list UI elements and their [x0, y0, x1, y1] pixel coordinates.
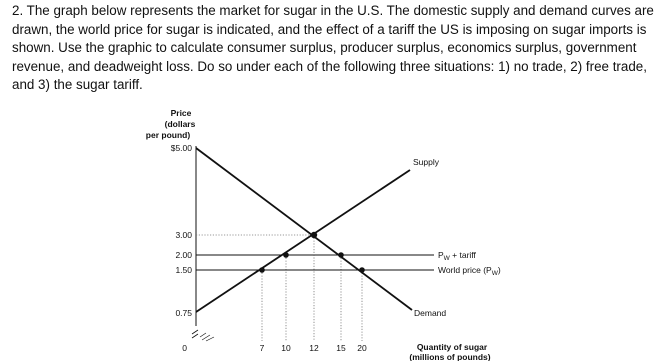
y-tick-label: 2.00 [175, 250, 192, 260]
demand-curve [196, 148, 412, 310]
y-axis-label-line-3: per pound) [145, 130, 191, 140]
axis-break-icon [192, 330, 214, 341]
x-tick-label: 10 [281, 343, 291, 353]
supply-curve [196, 170, 410, 312]
y-tick-label: 1.50 [175, 265, 192, 275]
equilibrium-point [311, 232, 317, 238]
x-axis-label-line-2: (millions of pounds) [409, 352, 491, 361]
point-demand-tariff [338, 252, 344, 258]
point-supply-world [259, 267, 265, 273]
supply-label: Supply [413, 157, 439, 167]
y-tick-label: $5.00 [170, 143, 192, 153]
tariff-line-label: $P_W$ + tariff [438, 250, 476, 262]
x-tick-label: 12 [309, 343, 319, 353]
y-axis-label-line-2: (dollars [164, 119, 196, 129]
point-supply-tariff [283, 252, 289, 258]
x-axis-label-line-1: Quantity of sugar [416, 342, 488, 352]
y-tick-label: 0.75 [175, 308, 192, 318]
y-tick-label: 0 [182, 343, 187, 353]
x-tick-label: 15 [336, 343, 346, 353]
y-tick-label: 3.00 [175, 230, 192, 240]
question-text: 2. The graph below represents the market for sugar in the U.S. The domestic supply and demand curves are drawn, the world price for sugar is indicated, and the effect of a tariff the US is imposing on sugar imports is shown. Use the graphic to calculate consumer surplus, producer surplus, economics surplus, government revenue, and deadweight loss. Do so under each of the following three situations: 1) no trade, 2) free trade, and 3) the sugar tariff. [12, 3, 654, 93]
dotted-guides [196, 235, 362, 341]
point-demand-world [359, 267, 365, 273]
y-axis-label-line-1: Price [170, 108, 192, 118]
x-tick-label: 20 [357, 343, 367, 353]
world-price-label: World price $(P_W)$ [438, 265, 501, 277]
x-tick-label: 7 [259, 343, 265, 353]
demand-label: Demand [414, 308, 447, 318]
marked-points [259, 232, 365, 273]
